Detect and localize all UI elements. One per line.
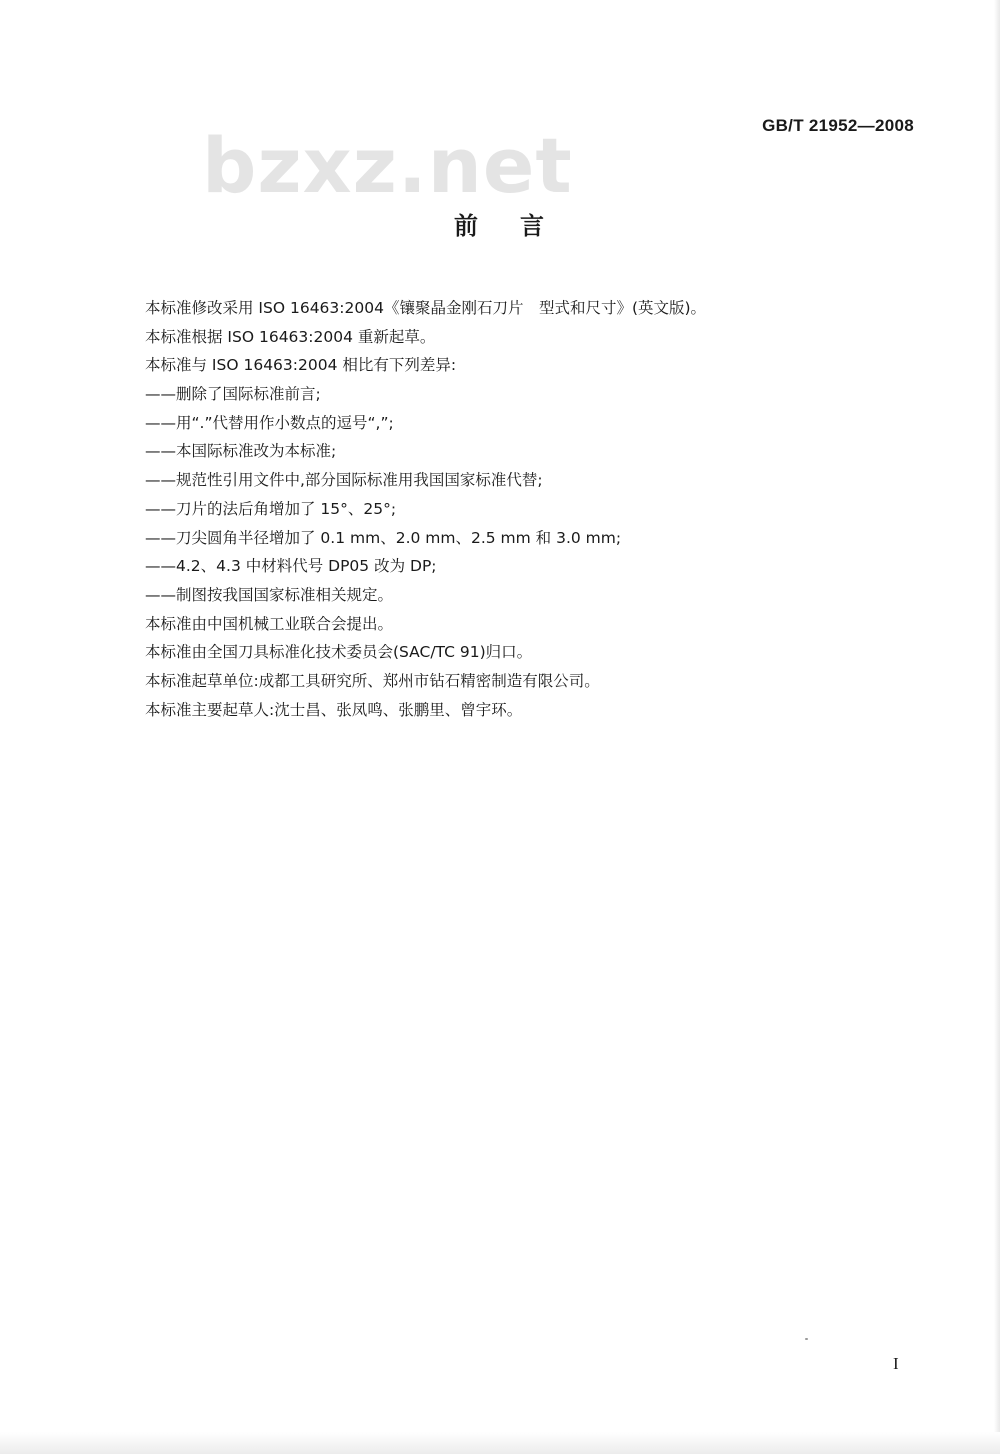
body-line: 本标准修改采用 ISO 16463:2004《镶聚晶金刚石刀片 型式和尺寸》(英文版)。 bbox=[145, 299, 707, 317]
body-line: ——制图按我国国家标准相关规定。 bbox=[145, 585, 394, 604]
page-number: I bbox=[893, 1354, 899, 1373]
body-line: ——刀尖圆角半径增加了 0.1 mm、2.0 mm、2.5 mm 和 3.0 mm; bbox=[145, 528, 622, 547]
page-edge-shadow bbox=[0, 1432, 1000, 1454]
body-line: ——本国际标准改为本标准; bbox=[145, 442, 337, 461]
body-line: ——用“.”代替用作小数点的逗号“,”; bbox=[145, 413, 394, 432]
body-line: 本标准主要起草人:沈士昌、张凤鸣、张鹏里、曾宇环。 bbox=[145, 700, 523, 719]
foreword-body bbox=[145, 294, 905, 724]
body-line: 本标准由中国机械工业联合会提出。 bbox=[145, 614, 394, 633]
body-line: ——规范性引用文件中,部分国际标准用我国国家标准代替; bbox=[145, 471, 543, 490]
page-edge-shadow bbox=[994, 0, 1000, 1454]
page-title: 前言 bbox=[454, 212, 586, 240]
standard-number: GB/T 21952—2008 bbox=[762, 116, 914, 135]
body-line: 本标准与 ISO 16463:2004 相比有下列差异: bbox=[145, 356, 457, 375]
body-line: ——4.2、4.3 中材料代号 DP05 改为 DP; bbox=[145, 557, 437, 576]
body-line: 本标准根据 ISO 16463:2004 重新起草。 bbox=[145, 327, 436, 346]
body-line: ——删除了国际标准前言; bbox=[145, 385, 321, 404]
scan-speck bbox=[805, 1338, 808, 1340]
body-line: ——刀片的法后角增加了 15°、25°; bbox=[145, 499, 397, 518]
body-line: 本标准由全国刀具标准化技术委员会(SAC/TC 91)归口。 bbox=[145, 643, 533, 662]
watermark: bzxz.net bbox=[202, 121, 573, 210]
body-line: 本标准起草单位:成都工具研究所、郑州市钻石精密制造有限公司。 bbox=[145, 671, 600, 690]
